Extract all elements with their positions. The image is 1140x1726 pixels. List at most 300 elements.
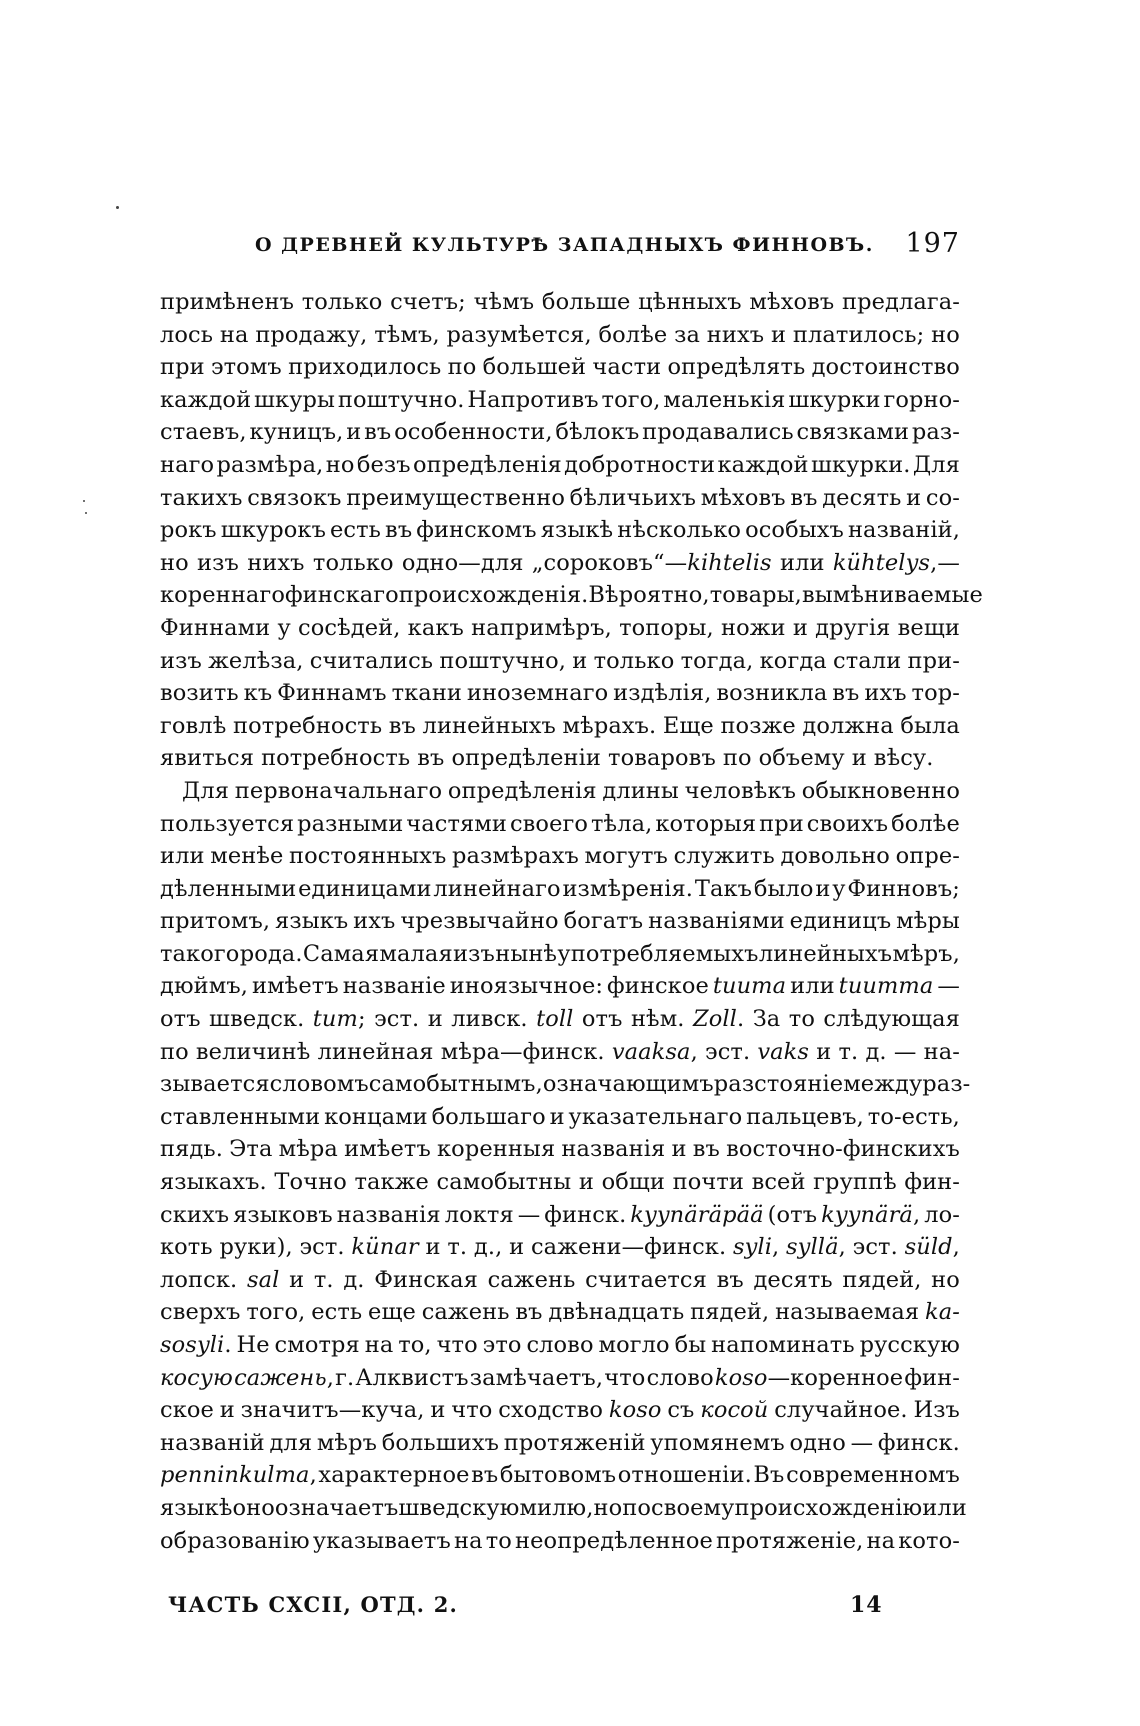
text-line bbox=[160, 1068, 971, 1101]
word: ское bbox=[160, 1397, 214, 1424]
word: неопредѣленное bbox=[515, 1527, 713, 1554]
word: нѣсколько bbox=[617, 517, 742, 544]
word: размѣра, bbox=[216, 451, 324, 478]
word: дѣленными bbox=[160, 875, 297, 902]
italic-text: kyynäräpää bbox=[630, 1201, 764, 1228]
word: süld, bbox=[904, 1234, 960, 1261]
word: зывается bbox=[160, 1071, 270, 1098]
word: одно bbox=[789, 1429, 846, 1456]
word: общи bbox=[601, 1169, 666, 1196]
word: языковъ bbox=[233, 1201, 333, 1228]
word: линейная bbox=[317, 1038, 434, 1065]
word: финскомъ bbox=[416, 517, 537, 544]
italic-text: toll bbox=[536, 1006, 574, 1033]
running-title: О ДРЕВНЕЙ КУЛЬТУРѢ ЗАПАДНЫХЪ ФИННОВЪ. bbox=[255, 234, 874, 256]
word: въ bbox=[385, 517, 413, 544]
word: Изъ bbox=[913, 1397, 960, 1424]
word: каждой bbox=[717, 451, 809, 478]
word: мѣръ, bbox=[892, 940, 960, 967]
word: изъ bbox=[197, 549, 239, 576]
word: рода. bbox=[239, 940, 303, 967]
word: при bbox=[759, 810, 804, 837]
word: мѣры bbox=[896, 908, 960, 935]
italic-text: kyynärä bbox=[821, 1201, 913, 1228]
word: сажень bbox=[487, 1266, 576, 1293]
word: довольно bbox=[780, 843, 890, 870]
italic-text: косую bbox=[160, 1364, 233, 1391]
word: десять bbox=[822, 484, 902, 511]
text-line bbox=[160, 1166, 960, 1199]
word: но bbox=[593, 1494, 623, 1521]
word: и bbox=[851, 745, 867, 772]
word: Не bbox=[236, 1332, 270, 1358]
word: линейнаго bbox=[433, 875, 561, 902]
word: финскаго bbox=[284, 582, 399, 609]
word: указательнаго bbox=[568, 1103, 743, 1130]
word: только bbox=[312, 549, 394, 576]
word: топоры, bbox=[619, 614, 714, 641]
word: служить bbox=[673, 843, 775, 870]
word: больше bbox=[541, 289, 631, 315]
speck bbox=[116, 206, 119, 209]
word: въ bbox=[515, 1299, 543, 1326]
word: нихъ bbox=[706, 321, 765, 348]
word: и bbox=[346, 419, 362, 446]
word: бѣличьихъ bbox=[569, 484, 697, 511]
word: г. bbox=[335, 1364, 355, 1391]
word: происхожденію bbox=[734, 1494, 923, 1521]
word: и bbox=[509, 1234, 525, 1261]
word: тогда, bbox=[680, 647, 754, 674]
paragraph-first-line bbox=[160, 775, 960, 808]
word: какъ bbox=[407, 614, 464, 641]
word: длины bbox=[602, 777, 679, 804]
word: есть bbox=[311, 1299, 363, 1326]
word: значитъ—куча, bbox=[240, 1397, 425, 1424]
word: и bbox=[427, 1006, 443, 1033]
italic-text: sal bbox=[246, 1266, 280, 1293]
word: ткани bbox=[391, 680, 463, 707]
word: по bbox=[622, 1494, 651, 1521]
word: размѣрахъ bbox=[452, 843, 579, 870]
word: кореннаго bbox=[160, 582, 285, 609]
italic-text: ka- bbox=[925, 1299, 960, 1326]
word: на- bbox=[923, 1038, 960, 1065]
word: еще bbox=[368, 1299, 416, 1326]
word: напримѣръ, bbox=[471, 614, 612, 641]
word bbox=[536, 1003, 573, 1036]
word: kyynärä, bbox=[821, 1201, 921, 1228]
word: — bbox=[850, 1429, 874, 1456]
word: шкурки. bbox=[810, 451, 911, 478]
word: Финская bbox=[374, 1266, 478, 1293]
word: предлага- bbox=[842, 289, 960, 315]
word: современномъ bbox=[786, 1462, 960, 1489]
word: называемая bbox=[775, 1299, 920, 1326]
word: желѣза, bbox=[208, 647, 304, 674]
word: этомъ bbox=[210, 354, 282, 381]
word: — bbox=[517, 1201, 541, 1228]
word: скихъ bbox=[160, 1201, 230, 1228]
word: языкѣ bbox=[540, 517, 614, 544]
word: разстояніе bbox=[713, 1071, 844, 1098]
word: протяженіе, bbox=[716, 1527, 864, 1554]
text-line bbox=[160, 351, 960, 384]
text-line bbox=[160, 710, 960, 743]
word: потребность bbox=[261, 745, 411, 772]
text-line bbox=[160, 1101, 960, 1134]
word: шкуры bbox=[254, 386, 336, 413]
word: и bbox=[815, 875, 831, 902]
word: д. bbox=[865, 1038, 887, 1065]
word: отношеніи. bbox=[617, 1462, 752, 1489]
word: но bbox=[931, 1266, 960, 1293]
word: человѣкъ bbox=[684, 777, 797, 804]
word: чрезвычайно bbox=[400, 908, 559, 935]
text-line bbox=[160, 514, 960, 547]
word: болѣе bbox=[598, 321, 668, 348]
text-line bbox=[160, 1525, 960, 1558]
word: обыкновенно bbox=[801, 777, 960, 804]
word: при- bbox=[907, 647, 960, 674]
text-line bbox=[160, 1264, 960, 1297]
word: въ bbox=[417, 745, 445, 772]
word: того, bbox=[246, 1299, 306, 1326]
word: названій bbox=[160, 1429, 265, 1456]
word: и bbox=[549, 1103, 565, 1130]
word: — bbox=[893, 1038, 917, 1065]
italic-text: kihtelis bbox=[687, 549, 772, 576]
word: лось bbox=[160, 321, 214, 348]
word: преимущественно bbox=[346, 484, 565, 511]
word: пядей, bbox=[690, 1299, 770, 1326]
word: въ bbox=[716, 1266, 744, 1293]
text-line bbox=[160, 449, 960, 482]
word: Эта bbox=[229, 1136, 273, 1163]
word: мѣра bbox=[278, 1136, 338, 1163]
word: происхожденія. bbox=[398, 582, 589, 609]
word: то-есть, bbox=[867, 1103, 960, 1130]
word: сажень bbox=[421, 1299, 510, 1326]
word: шкурки bbox=[788, 386, 881, 413]
page-footer bbox=[160, 1592, 960, 1632]
word: кото- bbox=[898, 1527, 960, 1554]
word: издѣлія, bbox=[613, 680, 712, 707]
word: разумѣется, bbox=[446, 321, 592, 348]
word: милю, bbox=[519, 1494, 594, 1521]
word: говлѣ bbox=[160, 712, 227, 739]
word: но bbox=[325, 451, 355, 478]
word: ножи bbox=[721, 614, 786, 641]
word: когда bbox=[759, 647, 827, 674]
word: это bbox=[482, 1332, 522, 1358]
word: syllä, bbox=[786, 1234, 846, 1261]
text-line bbox=[160, 482, 960, 515]
word: платилось; bbox=[792, 321, 925, 348]
word: слѣдующая bbox=[823, 1006, 960, 1033]
word: добротности bbox=[564, 451, 716, 478]
word: то bbox=[788, 1006, 815, 1033]
word: penninkulma, bbox=[160, 1462, 317, 1489]
italic-text: koso bbox=[608, 1397, 662, 1424]
word: раз- bbox=[922, 1071, 971, 1098]
word: нынѣ bbox=[495, 940, 558, 967]
word: нѣм. bbox=[630, 1006, 685, 1033]
word: упомянемъ bbox=[650, 1429, 785, 1456]
text-line bbox=[160, 286, 960, 319]
italic-text: syli bbox=[732, 1234, 773, 1261]
word: имѣетъ bbox=[251, 973, 339, 1000]
word: рокъ bbox=[160, 517, 217, 544]
word: потребность bbox=[232, 712, 383, 739]
page-number: 197 bbox=[905, 228, 960, 259]
text-line bbox=[160, 873, 960, 906]
word: такого bbox=[160, 940, 240, 967]
word: vaaksa, bbox=[611, 1038, 698, 1065]
word: русскую bbox=[859, 1332, 960, 1358]
word: сверхъ bbox=[160, 1299, 241, 1326]
word: изъ bbox=[160, 647, 202, 674]
word: притомъ, bbox=[160, 908, 271, 935]
word: „сороковъ“—kihtelis bbox=[531, 549, 772, 576]
word: языкъ bbox=[275, 908, 349, 935]
word: примѣненъ bbox=[160, 289, 294, 315]
speck bbox=[85, 512, 87, 514]
word: пальцевъ, bbox=[746, 1103, 864, 1130]
word: и bbox=[572, 647, 588, 674]
word: малая bbox=[379, 940, 453, 967]
word bbox=[609, 1394, 662, 1427]
italic-text: Zoll bbox=[693, 1006, 737, 1033]
word: финское bbox=[607, 973, 709, 1000]
italic-text: tum bbox=[312, 1006, 358, 1033]
body-text bbox=[160, 286, 983, 1557]
word: самобытны bbox=[436, 1169, 572, 1196]
text-line bbox=[160, 1459, 960, 1492]
word: цѣнныхъ bbox=[638, 289, 742, 315]
italic-text: penninkulma bbox=[160, 1462, 310, 1489]
word: за bbox=[674, 321, 700, 348]
word: первоначальнаго bbox=[234, 777, 443, 804]
word: опредѣленія bbox=[413, 451, 562, 478]
word: связками bbox=[796, 419, 910, 446]
italic-text: косой bbox=[700, 1397, 769, 1424]
word: дюймъ, bbox=[160, 973, 249, 1000]
word: или bbox=[160, 843, 205, 870]
text-line bbox=[160, 1362, 960, 1395]
word: считались bbox=[309, 647, 434, 674]
word: иноязычное: bbox=[449, 973, 604, 1000]
word: другія bbox=[815, 614, 891, 641]
word: у bbox=[277, 614, 291, 641]
word: означающимъ bbox=[542, 1071, 714, 1098]
word: Алквистъ bbox=[355, 1364, 469, 1391]
word: большаго bbox=[431, 1103, 546, 1130]
word: пядей, bbox=[842, 1266, 922, 1293]
word: возить bbox=[160, 680, 239, 707]
word: чѣмъ bbox=[473, 289, 535, 315]
word: своихъ bbox=[806, 810, 889, 837]
text-line bbox=[160, 1329, 960, 1362]
word: то, bbox=[398, 1332, 432, 1358]
word: всей bbox=[751, 1169, 806, 1196]
word: Въ bbox=[753, 1462, 785, 1489]
word: поштучно. bbox=[337, 386, 465, 413]
word: Финновъ; bbox=[847, 875, 960, 902]
word: маленькія bbox=[663, 386, 786, 413]
word: иноземнаго bbox=[466, 680, 609, 707]
word: разными bbox=[297, 810, 404, 837]
italic-text: syllä bbox=[786, 1234, 839, 1261]
word: одно—для bbox=[401, 549, 524, 576]
word: koso—коренное bbox=[714, 1364, 904, 1391]
word: бытовомъ bbox=[499, 1462, 617, 1489]
word: на bbox=[219, 321, 249, 348]
word: фин- bbox=[904, 1169, 960, 1196]
word: мѣра—финск. bbox=[440, 1038, 605, 1065]
word: для bbox=[269, 1429, 313, 1456]
word: частями bbox=[406, 810, 507, 837]
word: сосѣдей, bbox=[298, 614, 401, 641]
text-line bbox=[160, 808, 960, 841]
word: опредѣлять bbox=[667, 354, 806, 381]
text-line bbox=[160, 1133, 960, 1166]
italic-text: koso bbox=[714, 1364, 768, 1391]
signature-mark: 14 bbox=[850, 1592, 883, 1618]
word: продажу, bbox=[255, 321, 368, 348]
word: сажени—финск. bbox=[530, 1234, 727, 1261]
word: названіями bbox=[648, 908, 785, 935]
word: которыя bbox=[655, 810, 757, 837]
word: что bbox=[436, 1332, 478, 1358]
word: характерное bbox=[318, 1462, 470, 1489]
text-line bbox=[160, 547, 960, 580]
word bbox=[925, 1296, 960, 1329]
word: или bbox=[779, 549, 825, 576]
italic-text: tuuma bbox=[712, 973, 787, 1000]
word: поштучно, bbox=[439, 647, 567, 674]
running-header bbox=[160, 228, 960, 268]
text-line bbox=[160, 579, 983, 612]
word: на bbox=[364, 1332, 394, 1358]
word bbox=[713, 970, 786, 1003]
word: и bbox=[219, 1397, 235, 1424]
word: со- bbox=[925, 484, 960, 511]
italic-text: сажень bbox=[234, 1364, 327, 1391]
word: Финнами bbox=[160, 614, 271, 641]
text-line bbox=[160, 1199, 960, 1232]
word: концами bbox=[324, 1103, 428, 1130]
text-line bbox=[160, 970, 960, 1003]
word: т. bbox=[447, 1234, 468, 1261]
word: ливск. bbox=[451, 1006, 528, 1033]
word: sosyli. bbox=[160, 1332, 232, 1358]
word: и bbox=[430, 1397, 446, 1424]
word: Для bbox=[912, 451, 960, 478]
word: названіе bbox=[342, 973, 446, 1000]
text-line bbox=[160, 1003, 960, 1036]
word: товары, bbox=[709, 582, 802, 609]
word: эст. bbox=[374, 1006, 420, 1033]
word: и bbox=[289, 1266, 305, 1293]
word: Финнамъ bbox=[277, 680, 387, 707]
word: протяженій bbox=[503, 1429, 646, 1456]
word: и bbox=[792, 614, 808, 641]
word: лопск. bbox=[160, 1266, 238, 1293]
word: своему bbox=[651, 1494, 735, 1521]
word: мѣховъ bbox=[700, 484, 786, 511]
word: отъ bbox=[160, 1006, 201, 1033]
italic-text: vaks bbox=[757, 1038, 810, 1065]
word: локтя bbox=[444, 1201, 514, 1228]
word: въ bbox=[471, 1462, 499, 1489]
word: опредѣленія bbox=[447, 777, 597, 804]
word: напоминать bbox=[711, 1332, 855, 1358]
word: по bbox=[160, 1038, 189, 1065]
word: въ bbox=[692, 1136, 720, 1163]
word: Еще bbox=[662, 712, 714, 739]
word: но bbox=[160, 549, 189, 576]
word: большихъ bbox=[381, 1429, 500, 1456]
word: и bbox=[671, 1136, 687, 1163]
word: означаетъ bbox=[274, 1494, 399, 1521]
word: имѣетъ bbox=[344, 1136, 431, 1163]
italic-text: tuumma bbox=[838, 973, 934, 1000]
word: единицъ bbox=[789, 908, 892, 935]
word: по bbox=[447, 354, 477, 381]
text-line bbox=[160, 645, 960, 678]
text-line bbox=[160, 416, 960, 449]
word: названія bbox=[336, 1201, 441, 1228]
word: слово bbox=[526, 1332, 594, 1358]
word: счетъ; bbox=[390, 289, 466, 315]
text-line bbox=[160, 1427, 960, 1460]
word: руки), bbox=[219, 1234, 293, 1261]
word: горно- bbox=[883, 386, 960, 413]
word: у bbox=[832, 875, 846, 902]
word: нихъ bbox=[247, 549, 305, 576]
word: только bbox=[301, 289, 383, 315]
word: мѣрахъ. bbox=[562, 712, 657, 739]
word: бѣлокъ bbox=[555, 419, 640, 446]
word: (отъ bbox=[767, 1201, 818, 1228]
text-line bbox=[160, 742, 960, 775]
word: линейныхъ bbox=[758, 940, 893, 967]
word: по bbox=[722, 745, 752, 772]
word: бы bbox=[674, 1332, 707, 1358]
word: приходилось bbox=[288, 354, 442, 381]
word: финск. bbox=[544, 1201, 627, 1228]
word: богатъ bbox=[563, 908, 644, 935]
word: образованію bbox=[160, 1527, 310, 1554]
word: особенности, bbox=[394, 419, 553, 446]
word: шведскую bbox=[398, 1494, 520, 1521]
word: ставленными bbox=[160, 1103, 321, 1130]
word: мѣръ bbox=[316, 1429, 378, 1456]
word: — bbox=[937, 973, 960, 1000]
word: замѣчаетъ, bbox=[469, 1364, 604, 1391]
word: что bbox=[604, 1364, 646, 1391]
word: была bbox=[900, 712, 960, 739]
word: что bbox=[451, 1397, 493, 1424]
word: восточно-финскихъ bbox=[726, 1136, 960, 1163]
word: вещи bbox=[897, 614, 960, 641]
word: языкахъ. bbox=[160, 1169, 267, 1196]
text-line bbox=[160, 1231, 960, 1264]
word: и bbox=[770, 321, 787, 348]
word: также bbox=[354, 1169, 429, 1196]
word: линейныхъ bbox=[422, 712, 556, 739]
